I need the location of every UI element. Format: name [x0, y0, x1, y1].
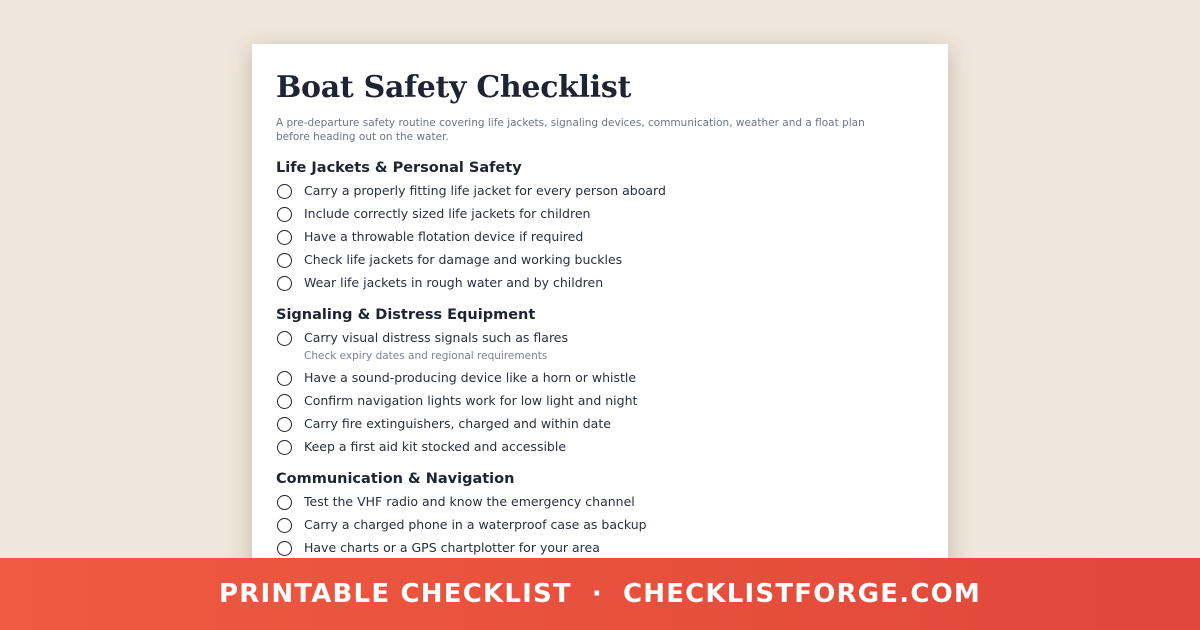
banner-right-text: CHECKLISTFORGE.COM	[622, 579, 982, 609]
checklist-item-label: Test the VHF radio and know the emergency channel	[304, 494, 635, 509]
checklist-section	[276, 306, 924, 455]
checkbox-circle-icon[interactable]	[277, 253, 292, 268]
checklist-item-label: Have charts or a GPS chartplotter for your area	[304, 540, 600, 555]
checkbox-circle-icon[interactable]	[277, 417, 292, 432]
checklist-item[interactable]	[276, 370, 924, 386]
checklist-item-note: Check expiry dates and regional requirements	[304, 350, 548, 362]
checklist-item-body	[304, 206, 590, 222]
checklist-item[interactable]	[276, 416, 924, 432]
checklist-item[interactable]	[276, 540, 924, 556]
checkbox-circle-icon[interactable]	[277, 331, 292, 346]
banner-separator: ·	[591, 579, 603, 609]
checklist-item-body	[304, 540, 600, 556]
checklist-item-body	[304, 494, 635, 510]
checklist-item[interactable]	[276, 393, 924, 409]
checklist-item-body	[304, 252, 622, 268]
page-title: Boat Safety Checklist	[276, 70, 632, 105]
section-title: Signaling & Distress Equipment	[276, 307, 536, 323]
checklist-item-body	[304, 439, 566, 455]
checkbox-circle-icon[interactable]	[277, 276, 292, 291]
checklist-item[interactable]	[276, 229, 924, 245]
checkbox-circle-icon[interactable]	[277, 495, 292, 510]
checklist-item[interactable]	[276, 517, 924, 533]
checklist-item-label: Carry a properly fitting life jacket for every person aboard	[304, 183, 666, 198]
checkbox-circle-icon[interactable]	[277, 230, 292, 245]
promo-banner	[0, 558, 1200, 630]
checkbox-circle-icon[interactable]	[277, 518, 292, 533]
checklist-item-body	[304, 229, 583, 245]
checkbox-circle-icon[interactable]	[277, 207, 292, 222]
checklist-item-label: Have a sound-producing device like a horn or whistle	[304, 370, 637, 385]
checklist-section	[276, 159, 924, 291]
checkbox-circle-icon[interactable]	[277, 184, 292, 199]
checklist-page	[252, 44, 948, 604]
checklist-item-label: Check life jackets for damage and working buckles	[304, 252, 623, 267]
checklist-item-body	[304, 370, 636, 386]
checkbox-circle-icon[interactable]	[277, 371, 292, 386]
checklist-item[interactable]	[276, 206, 924, 222]
section-title: Communication & Navigation	[276, 471, 515, 487]
checklist-item[interactable]	[276, 439, 924, 455]
page-intro: A pre-departure safety routine covering life jackets, signaling devices, communication, weather and a float plan before heading out on the water.	[276, 117, 865, 143]
checklist-item[interactable]	[276, 275, 924, 291]
checklist-item-body	[304, 517, 647, 533]
checklist-item[interactable]	[276, 183, 924, 199]
checklist-item-label: Carry visual distress signals such as flares	[304, 330, 569, 345]
checkbox-circle-icon[interactable]	[277, 541, 292, 556]
checklist-item-body	[304, 183, 666, 199]
checklist-item-body	[304, 393, 637, 409]
checklist-item-body	[304, 275, 603, 291]
checklist-item[interactable]	[276, 330, 924, 363]
checklist-item-label: Include correctly sized life jackets for children	[304, 206, 591, 221]
section-title: Life Jackets & Personal Safety	[276, 160, 522, 176]
checklist-item-label: Keep a first aid kit stocked and accessible	[304, 439, 567, 454]
checkbox-circle-icon[interactable]	[277, 440, 292, 455]
checklist-item-body	[304, 330, 568, 363]
checkbox-circle-icon[interactable]	[277, 394, 292, 409]
checklist-sections	[276, 159, 924, 579]
checklist-item-label: Carry fire extinguishers, charged and within date	[304, 416, 611, 431]
checklist-item-label: Have a throwable flotation device if required	[304, 229, 584, 244]
banner-left-text: PRINTABLE CHECKLIST	[218, 579, 572, 609]
checklist-item-body	[304, 416, 611, 432]
checklist-item[interactable]	[276, 252, 924, 268]
checklist-item-label: Carry a charged phone in a waterproof case as backup	[304, 517, 647, 532]
checklist-item-label: Wear life jackets in rough water and by children	[304, 275, 604, 290]
checklist-item[interactable]	[276, 494, 924, 510]
checklist-item-label: Confirm navigation lights work for low light and night	[304, 393, 638, 408]
